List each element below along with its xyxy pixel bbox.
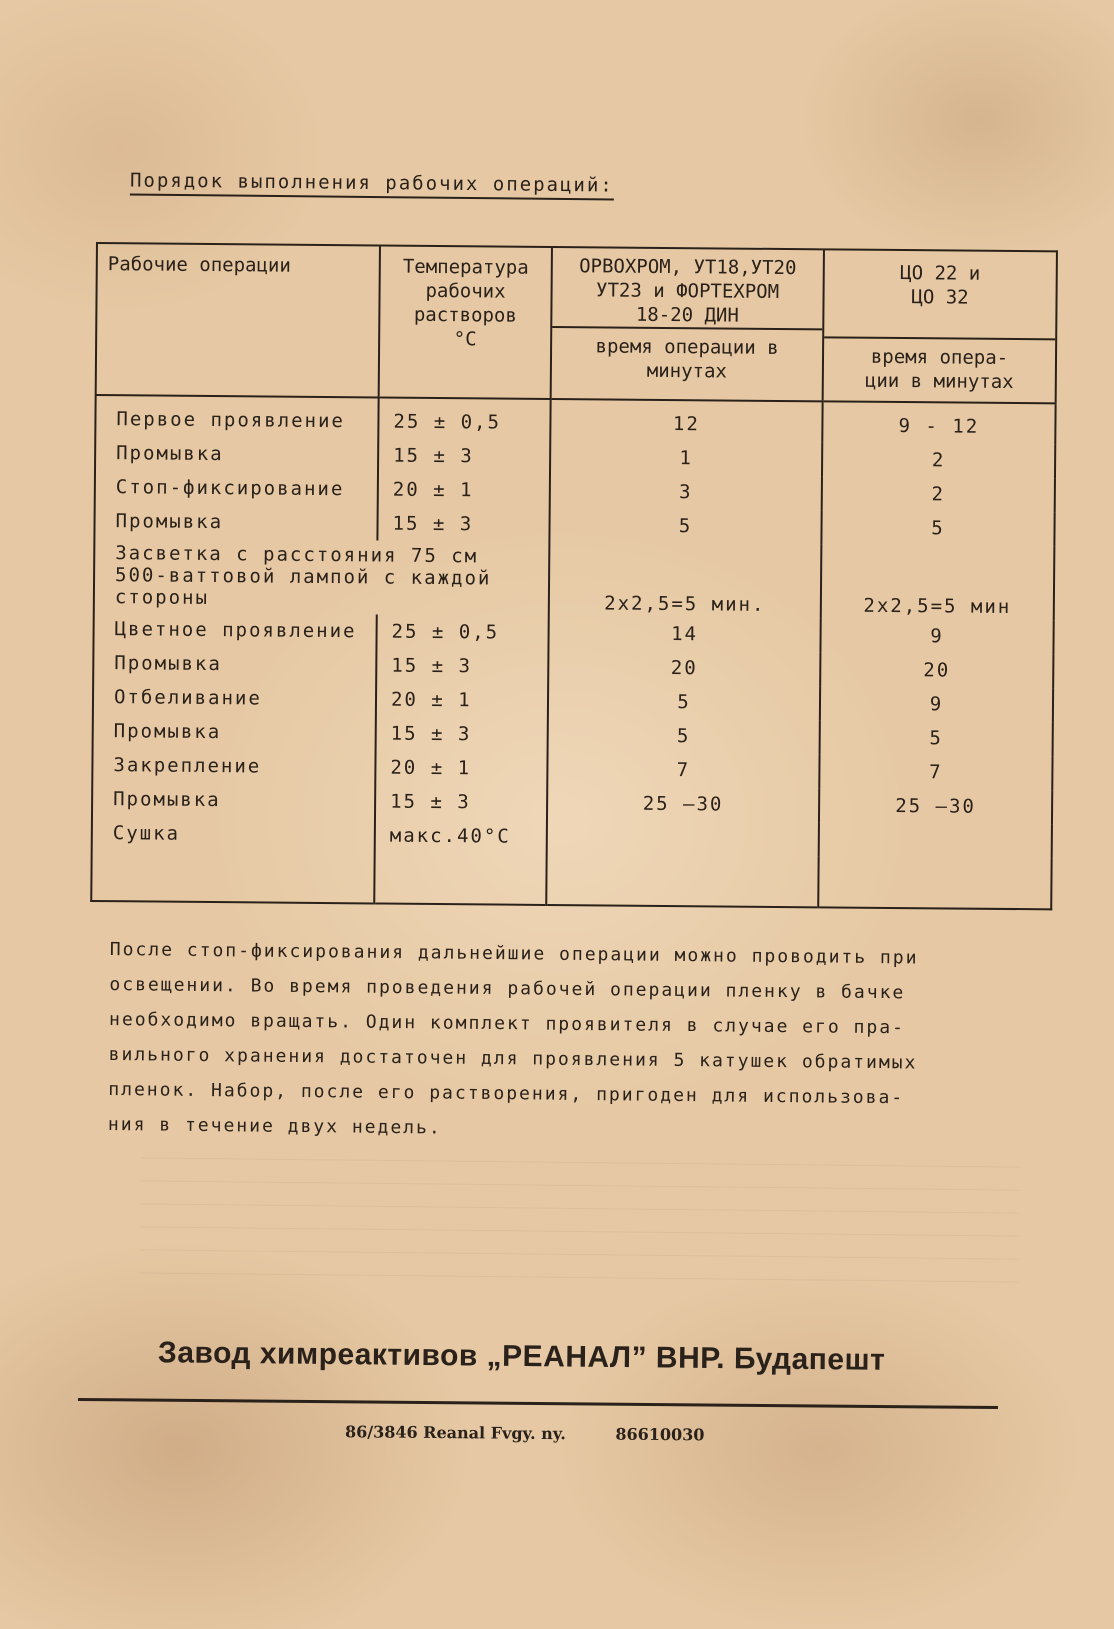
exposure-time-b: 2x2,5=5 мин: [821, 544, 1055, 620]
bleed-through-text: [139, 1135, 1021, 1334]
instructions-paragraph: [108, 932, 1010, 1151]
operation-cell: Сушка: [112, 822, 181, 845]
time-a-cell: 3: [550, 474, 822, 510]
time-a-cell: 1: [550, 440, 822, 476]
time-b-cell: 7: [819, 754, 1052, 790]
time-a-cell: 5: [549, 508, 821, 544]
time-b-cell: 5: [820, 720, 1053, 756]
operation-cell: Промывка: [116, 442, 224, 466]
time-a-cell: 7: [547, 752, 819, 788]
paragraph-line: вильного хранения достаточен для проявления 5 катушек обратимых: [108, 1043, 918, 1074]
time-a-cell: 25 —30: [547, 786, 819, 822]
time-b-cell: 5: [821, 510, 1054, 546]
temperature-cell: 25 ± 0,5: [378, 397, 550, 439]
header-operations: Рабочие операции: [96, 243, 380, 397]
temperature-cell: 20 ± 1: [378, 472, 550, 507]
exposure-note: Засветка с расстояния 75 см 500-ваттовой лампой с каждой стороны: [114, 542, 492, 609]
temperature-cell: 20 ± 1: [376, 682, 548, 717]
header-temperature: Температура рабочих растворов °C: [379, 245, 552, 398]
operation-cell: Промывка: [113, 720, 222, 744]
temperature-cell: 15 ± 3: [378, 438, 550, 473]
paragraph-line: ния в течение двух недель.: [107, 1113, 442, 1139]
temperature-cell: 15 ± 3: [375, 784, 547, 819]
temperature-cell: макс.40°C: [375, 818, 547, 853]
header-group-a: ОРВОХРОМ, УТ18,УТ20 УТ23 и ФОРТЕХРОМ 18-20 ДИН время операции в минутах: [551, 247, 824, 401]
operation-cell: Первое проявление: [116, 408, 346, 433]
temperature-cell: 20 ± 1: [375, 750, 547, 785]
operation-cell: Промывка: [115, 510, 224, 534]
time-a-cell: 12: [550, 399, 822, 442]
paragraph-line: необходимо вращать. Один комплект проявителя в случае его пра-: [108, 1008, 906, 1039]
time-b-cell: 25 —30: [819, 788, 1052, 824]
operation-cell: Закрепление: [113, 754, 262, 778]
table-header-row: [96, 243, 1057, 403]
header-group-b: ЦО 22 и ЦО 32 время опера- ции в минутах: [823, 249, 1057, 403]
time-a-cell: [547, 820, 819, 856]
temperature-cell: 15 ± 3: [376, 716, 548, 751]
temperature-cell: 15 ± 3: [377, 506, 549, 541]
time-b-cell: 9: [820, 618, 1053, 654]
operation-cell: Отбеливание: [113, 686, 262, 710]
table-spacer-row: [91, 850, 1051, 909]
operation-cell: Промывка: [113, 788, 221, 812]
time-b-cell: 2: [822, 442, 1055, 478]
time-b-cell: 2: [822, 476, 1055, 512]
time-a-cell: 20: [548, 650, 820, 686]
paragraph-line: После стоп-фиксирования дальнейшие операции можно проводить при: [109, 938, 919, 969]
footer-divider: [78, 1398, 998, 1409]
exposure-row: [94, 538, 1055, 620]
temperature-cell: 25 ± 0,5: [376, 614, 548, 649]
header-group-b-sub: время опера- ции в минутах: [824, 336, 1056, 400]
operations-table: [90, 242, 1056, 910]
header-group-a-sub: время операции в минутах: [552, 326, 823, 390]
print-info: [345, 1422, 749, 1445]
time-b-cell: 9: [820, 686, 1053, 722]
time-a-cell: 14: [548, 616, 820, 652]
time-b-cell: 9 - 12: [822, 401, 1055, 444]
exposure-time-a: 2x2,5=5 мин.: [549, 542, 822, 618]
print-number: 86610030: [615, 1424, 705, 1445]
paragraph-line: освещении. Во время проведения рабочей операции пленку в бачке: [109, 973, 906, 1004]
time-b-cell: 20: [820, 652, 1053, 688]
time-a-cell: 5: [548, 684, 820, 720]
paragraph-line: пленок. Набор, после его растворения, пригоден для использова-: [108, 1078, 905, 1109]
operation-cell: Промывка: [114, 652, 222, 676]
section-heading: Порядок выполнения рабочих операций:: [130, 169, 614, 200]
operation-cell: Цветное проявление: [114, 618, 357, 643]
print-code: 86/3846 Reanal Fvgy. ny.: [344, 1422, 566, 1444]
table-row: [95, 395, 1055, 444]
temperature-cell: 15 ± 3: [376, 648, 548, 683]
manufacturer-title: Завод химреактивов „РЕАНАЛ” ВНР. Будапешт: [157, 1336, 886, 1377]
operation-cell: Стоп-фиксирование: [115, 476, 345, 501]
time-a-cell: 5: [548, 718, 820, 754]
time-b-cell: [819, 822, 1052, 858]
